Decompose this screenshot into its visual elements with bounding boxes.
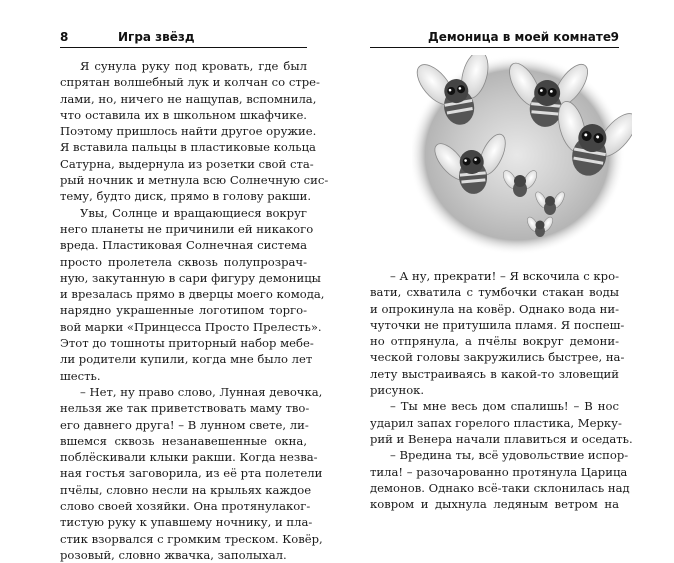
left-text-block bbox=[60, 58, 329, 563]
text-line: и врезалась прямо в дверцы моего комода, bbox=[60, 287, 325, 302]
text-line: вой марки «Принцесса Просто Прелесть». bbox=[60, 319, 322, 334]
text-line: его давнего друга! – В лунном свете, ли- bbox=[60, 417, 309, 432]
text-line: нельзя же так приветствовать маму тво- bbox=[60, 401, 310, 416]
left-running-head bbox=[60, 30, 307, 46]
text-line: Поэтому пришлось найти другое оружие. bbox=[60, 124, 317, 139]
right-page-number: 9 bbox=[610, 30, 619, 44]
text-line: спрятан волшебный лук и колчан со стре- bbox=[60, 75, 320, 90]
text-line: тему, будто диск, прямо в голову ракши. bbox=[60, 189, 312, 204]
text-line: лами, но, ничего не нащупав, вспомнила, bbox=[60, 91, 317, 106]
text-line: – Нет, ну право слово, Лунная девочка, bbox=[80, 384, 323, 399]
left-page-number: 8 bbox=[60, 30, 69, 44]
text-line: розовый, словно жвачка, заполыхал. bbox=[60, 547, 287, 562]
text-line: ную, закутанную в сари фигуру демоницы bbox=[60, 270, 321, 285]
text-line: ческой головы закружились быстрее, на- bbox=[370, 350, 625, 365]
text-line: просто пролетела сквозь полупрозрач- bbox=[60, 254, 307, 269]
text-line: ударил запах горелого пластика, Мерку- bbox=[370, 415, 622, 430]
text-line: вати, схватила с тумбочки стакан воды bbox=[370, 285, 619, 300]
text-line: него планеты не причинили ей никакого bbox=[60, 221, 314, 236]
text-line: тистую руку к упавшему ночнику, и пла- bbox=[60, 515, 313, 530]
left-header-rule bbox=[60, 47, 307, 48]
text-line: ковром и дыхнула ледяным ветром на bbox=[370, 497, 619, 512]
text-line: что оставила их в школьном шкафчике. bbox=[60, 107, 307, 122]
text-line: ная гостья заговорила, из её рта полетели bbox=[60, 466, 323, 481]
text-line: вшемся сквозь незанавешенные окна, bbox=[60, 433, 307, 448]
text-line: вреда. Пластиковая Солнечная система bbox=[60, 238, 307, 253]
text-line: – Вредина ты, всё удовольствие испор- bbox=[390, 448, 629, 463]
text-line: но отпрянула, а пчёлы вокруг демони- bbox=[370, 334, 619, 349]
right-header-rule bbox=[370, 47, 619, 48]
text-line: рисунок. bbox=[370, 383, 425, 398]
text-line: чуточки не притушила пламя. Я поспеш- bbox=[370, 317, 625, 332]
text-line: Увы, Солнце и вращающиеся вокруг bbox=[80, 205, 307, 220]
text-line: Сатурна, выдернула из розетки свой ста- bbox=[60, 156, 314, 171]
text-line: пчёлы, словно несли на крыльях каждое bbox=[60, 482, 312, 497]
left-running-title: Игра звёзд bbox=[118, 30, 195, 44]
text-line: нарядно украшенные логотипом торго- bbox=[60, 303, 307, 318]
text-line: шесть. bbox=[60, 368, 101, 383]
text-line: рый ночник и метнула всю Солнечную сис- bbox=[60, 173, 329, 188]
text-line: ли родители купили, когда мне было лет bbox=[60, 352, 313, 367]
text-line: демонов. Однако всё-таки склонилась над bbox=[370, 480, 630, 495]
left-page bbox=[0, 0, 337, 562]
text-line: лету выстраиваясь в какой-то зловещий bbox=[370, 366, 619, 381]
text-line: Я сунула руку под кровать, где был bbox=[80, 59, 307, 73]
right-running-title: Демоница в моей комнате bbox=[428, 30, 611, 44]
text-line: Я вставила пальцы в пластиковые кольца bbox=[60, 140, 316, 155]
text-line: стик взорвался с громким треском. Ковёр, bbox=[60, 531, 323, 546]
text-line: тила! – разочарованно протянула Царица bbox=[370, 464, 628, 479]
text-line: и опрокинула на ковёр. Однако вода ни- bbox=[370, 301, 619, 316]
right-page bbox=[337, 0, 674, 535]
text-line: – А ну, прекрати! – Я вскочила с кро- bbox=[390, 269, 619, 283]
text-line: слово своей хозяйки. Она протянулаког- bbox=[60, 499, 311, 514]
text-line: рий и Венера начали плавиться и оседать. bbox=[370, 431, 633, 446]
right-running-head bbox=[370, 30, 619, 46]
text-line: Этот до тошноты приторный набор мебе- bbox=[60, 336, 314, 351]
text-line: поблёскивали клыки ракши. Когда незва- bbox=[60, 450, 318, 465]
right-text-block bbox=[370, 268, 633, 512]
text-line: – Ты мне весь дом спалишь! – В нос bbox=[390, 399, 619, 414]
bees-illustration bbox=[412, 55, 632, 255]
